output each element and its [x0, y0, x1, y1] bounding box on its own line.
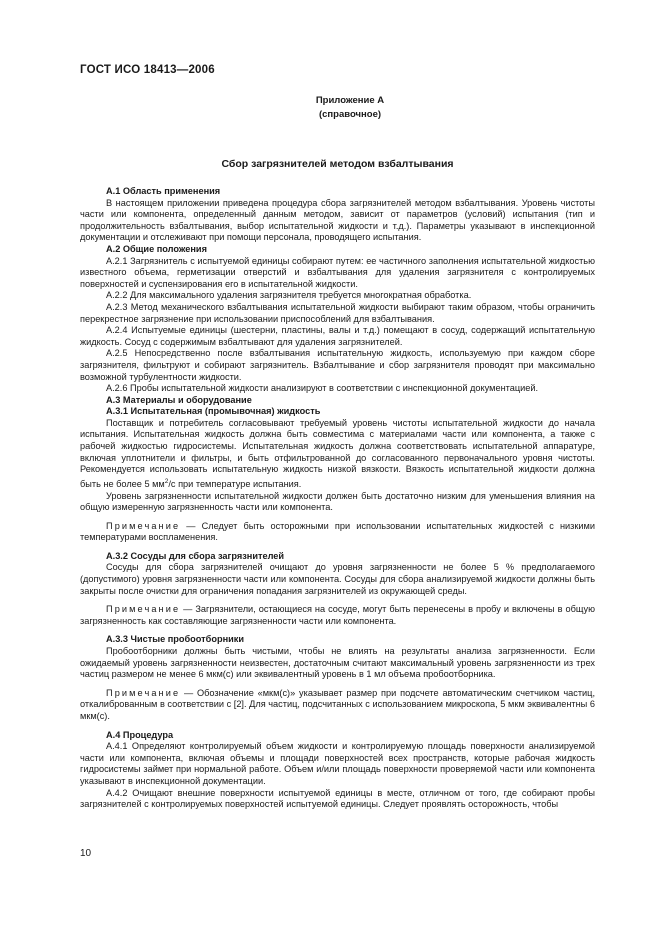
a3-2-paragraph: Сосуды для сбора загрязнителей очищают до уровня загрязненности не более 5 % предполагаемого (допустимого) уровня загрязненности части или компонента. Сосуды для сбора анализируемой жидкости должны быть закрыты после очистки для ограничения попадания загрязнителей из окружающей среды. [80, 562, 595, 596]
note-3 [80, 688, 595, 723]
note-text: — Обозначение «мкм(с)» указывает размер при подсчете автоматическим счетчиком частиц, откалиброванным в соответствии с [2]. Для частиц, подсчитанных с использованием микроскопа, 5 мкм эквивалентны 6 мкм(с). [80, 687, 595, 721]
appendix-title: Приложение А [315, 95, 385, 106]
section-title: Сбор загрязнителей методом взбалтывания [221, 158, 454, 170]
note-text: — Загрязнители, остающиеся на сосуде, могут быть перенесены в пробу и включены в общую загрязненность как составляющие загрязненности части или компонента. [80, 604, 595, 626]
a3-3-heading: А.3.3 Чистые пробоотборники [106, 634, 245, 645]
a3-3-paragraph: Пробоотборники должны быть чистыми, чтобы не влиять на результаты анализа загрязненности. Если ожидаемый уровень загрязненности неизвестен, достаточным считают максимальный уровень загрязненности из трех частиц размером не менее 6 мкм(с) или эквивалентный уровень в 1 мл объема пробоотборника. [80, 646, 595, 680]
a2-1-paragraph: А.2.1 Загрязнитель с испытуемой единицы собирают путем: ее частичного заполнения испытательной жидкостью известного объема, герметизации отверстий и взбалтывания для удаления загрязнителя с контролируемых поверхностей и суспензирования его в испытательной жидкости. [80, 255, 595, 289]
appendix-subtitle: (справочное) [318, 109, 382, 120]
a3-1-heading: А.3.1 Испытательная (промывочная) жидкость [106, 406, 321, 417]
page-number: 10 [80, 848, 92, 859]
a3-1-paragraph-1 [80, 418, 595, 491]
note-label: Примечание [106, 604, 181, 615]
a2-6-paragraph: А.2.6 Пробы испытательной жидкости анализируют в соответствии с инспекционной документацией. [106, 383, 539, 394]
a4-heading: А.4 Процедура [106, 729, 174, 740]
a2-5-paragraph: А.2.5 Непосредственно после взбалтывания испытательную жидкость, используемую при каждом сборе загрязнителя, фильтруют и собирают загрязнитель. Взбалтывание и сбор загрязнителя проводят при максимально возможной турбулентности жидкости. [80, 348, 595, 382]
a3-2-heading: А.3.2 Сосуды для сбора загрязнителей [106, 550, 285, 561]
a3-1-text-end: /с при температуре испытания. [168, 478, 302, 489]
note-2 [80, 604, 595, 627]
a4-1-paragraph: А.4.1 Определяют контролируемый объем жидкости и контролируемую площадь поверхности анализируемой части или компонента, включая объемы и площади поверхностей всех пространств, которые рабочая жидкость гидросистемы займет при нормальной работе. Объем и/или площадь поверхности проверяемой части или компонента указывают в инспекционной документации. [80, 741, 595, 786]
a2-3-paragraph: А.2.3 Метод механического взбалтывания испытательной жидкости выбирают таким образом, чтобы ограничить перекрестное загрязнение при использовании приспособлений для взбалтывания. [80, 301, 595, 324]
note-1 [80, 521, 595, 544]
a3-1-paragraph-2: Уровень загрязненности испытательной жидкости должен быть достаточно низким для уменьшения влияния на общую измеренную загрязненность части или компонента. [80, 490, 595, 513]
document-header: ГОСТ ИСО 18413—2006 [80, 64, 215, 76]
a2-heading: А.2 Общие положения [106, 243, 207, 254]
document-body [80, 186, 595, 811]
note-label: Примечание [106, 520, 181, 531]
superscript: 2 [164, 477, 169, 485]
a1-heading: А.1 Область применения [106, 186, 221, 196]
a1-text: В настоящем приложении приведена процедура сбора загрязнителей методом взбалтывания. Уровень чистоты части или компонента, определенный данным методом, зависит от параметров (условий) испытания (тип и продолжительность взбалтывания, выбор испытательной жидкости и т.д.). Параметры указывают в инспекционной документации и отслеживают при помощи персонала, проводящего испытания. [80, 197, 595, 243]
note-label: Примечание [106, 687, 181, 698]
a2-4-paragraph: А.2.4 Испытуемые единицы (шестерни, пластины, валы и т.д.) помещают в сосуд, содержащий испытательную жидкость. Сосуд с содержимым взбалтывают для удаления загрязнителей. [80, 325, 595, 347]
a2-2-paragraph: А.2.2 Для максимального удаления загрязнителя требуется многократная обработка. [106, 290, 472, 301]
note-text: — Следует быть осторожными при использовании испытательных жидкостей с низкими температурами воспламенения. [80, 520, 595, 543]
a3-1-text: Поставщик и потребитель согласовывают требуемый уровень чистоты испытательной жидкости до начала испытания. Испытательная жидкость должна быть совместима с материалами части или компонента, а также с рабочей жидкостью гидросистемы. Испытательная жидкость должна соответствовать испытательной аппаратуре, включая уплотнители и фильтры, и быть отфильтрованной до согласованного первоначального уровня чистоты. Рекомендуется использовать испытательную жидкость низкой вязкости. Вязкость испытательной жидкости должна быть не более 5 мм [80, 417, 595, 489]
a3-heading: А.3 Материалы и оборудование [106, 394, 252, 405]
a4-2-paragraph: А.4.2 Очищают внешние поверхности испытуемой единицы в месте, отличном от того, где собирают пробы загрязнителей с контролируемых поверхностей испытуемой единицы. Следует проявлять осторожность, чтобы [80, 787, 595, 810]
